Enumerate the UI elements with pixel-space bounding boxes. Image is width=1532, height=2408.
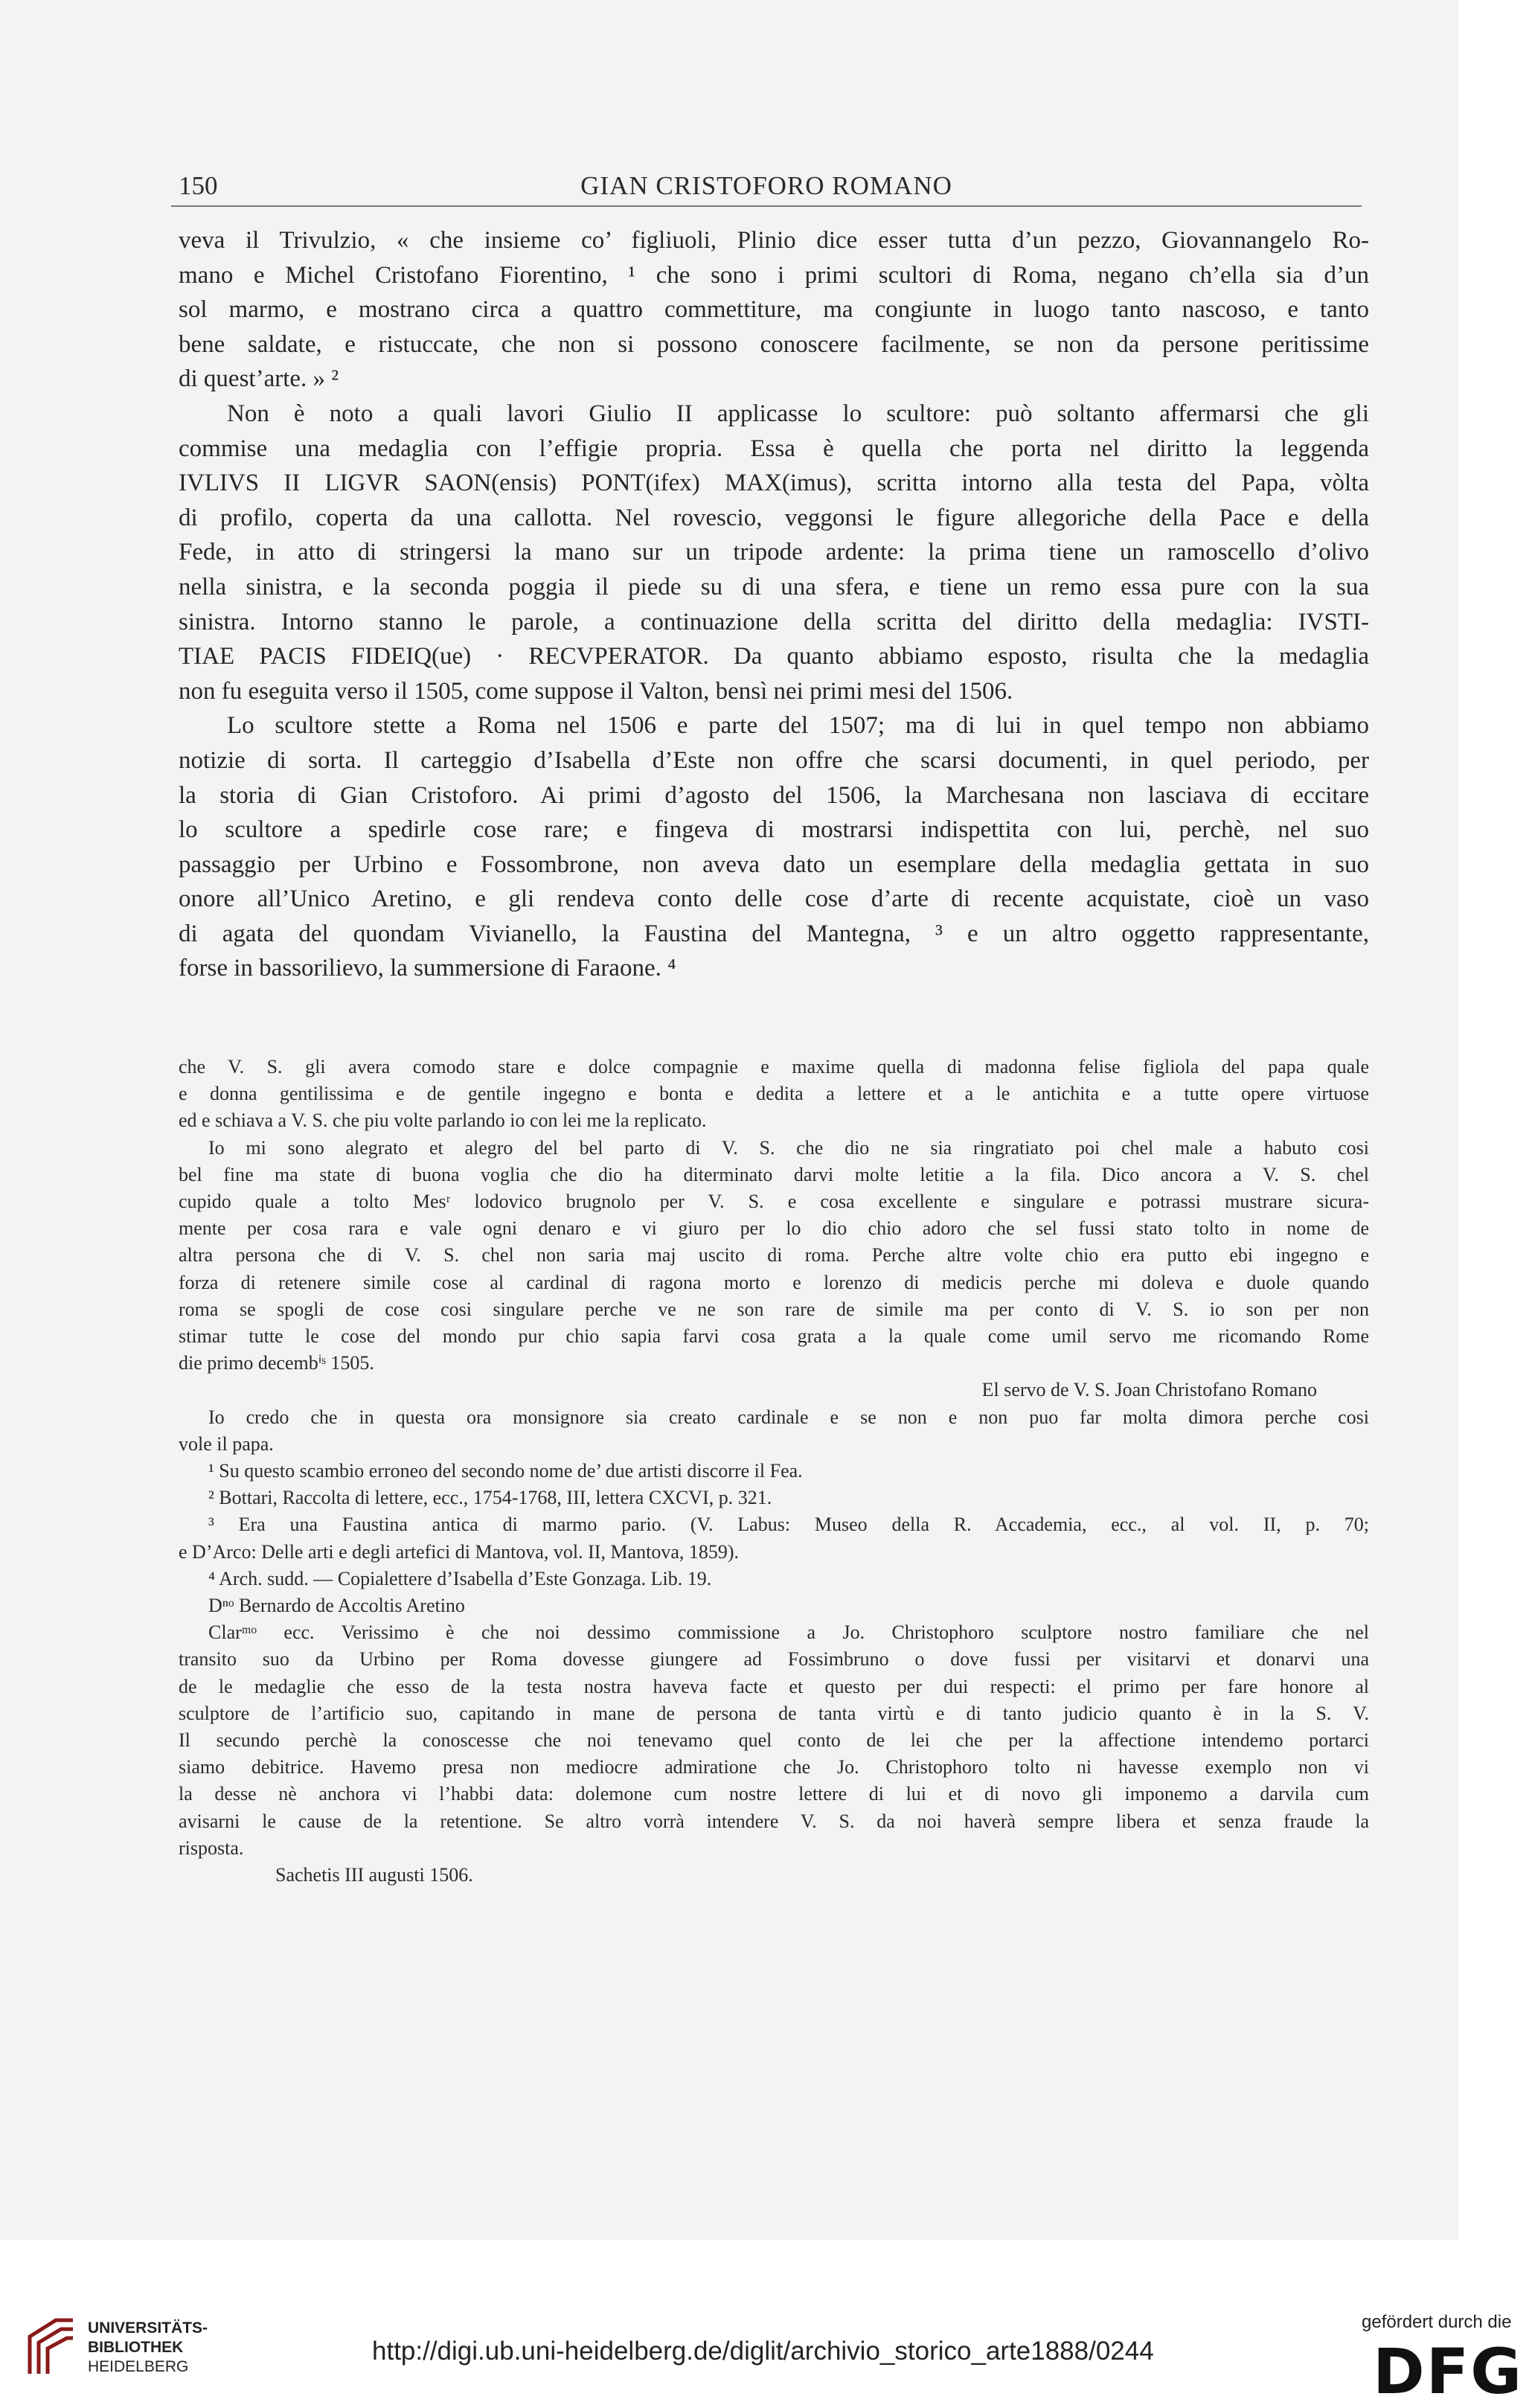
footnotes — [179, 1054, 1369, 1889]
text-line: Fede, in atto di stringersi la mano sur un tripode ardente: la prima tiene un ramoscello d’olivo — [179, 539, 1369, 566]
note-line: de le medaglie che esso de la testa nostra haveva facte et questo per dui respecti: el primo per fare honore al — [179, 1675, 1369, 1697]
note-letter-1 — [179, 1054, 1369, 1135]
main-text — [179, 223, 1369, 986]
note-line: sculptore de l’artificio suo, capitando in mane de persona de tanta virtù e di tanto judicio quanto è in la S. V. — [179, 1702, 1369, 1724]
note-line: forza di retenere simile cose al cardinal di ragona morto e lorenzo di medicis perche mi doleva e duole quando — [179, 1271, 1369, 1293]
dfg-logo: DFG — [1373, 2335, 1524, 2408]
note-line: bel fine ma state di buona voglia che dio ha diterminato darvi molte letitie a la fila. Dico ancora a V. S. chel — [179, 1163, 1369, 1185]
text-line: sinistra. Intorno stanno le parole, a continuazione della scritta del diritto della medaglia: IVSTI- — [179, 608, 1369, 635]
note-postscript — [179, 1404, 1369, 1458]
text-line: sol marmo, e mostrano circa a quattro commettiture, ma congiunte in luogo tanto nascoso, e tanto — [179, 296, 1369, 324]
letter-signature: El servo de V. S. Joan Christofano Romano — [981, 1379, 1317, 1401]
note-line: siamo debitrice. Havemo presa non mediocre admiratione che Jo. Christophoro tolto ni havesse exemplo non vi — [179, 1756, 1369, 1778]
text-line: di profilo, coperta da una callotta. Nel rovescio, veggonsi le figure allegoriche della Pace e della — [179, 504, 1369, 531]
note-line: Io credo che in questa ora monsignore sia creato cardinale e se non e non puo far molta dimora perche cosi — [208, 1406, 1369, 1428]
note-line: die primo decembⁱˢ 1505. — [179, 1352, 374, 1374]
text-line: mano e Michel Cristofano Fiorentino, ¹ che sono i primi scultori di Roma, negano ch’ella sia d’un — [179, 261, 1369, 289]
note-line: cupido quale a tolto Mesʳ lodovico brugnolo per V. S. e cosa excellente e singulare e potrassi mustrare sicura- — [179, 1191, 1369, 1213]
text-line: nella sinistra, e la seconda poggia il piede su di una sfera, e tiene un remo essa pure con la sua — [179, 573, 1369, 601]
note-line: la desse nè anchora vi l’habbi data: dolemone cum nostre lettere di lui et di novo gli imponemo a darvila cum — [179, 1783, 1369, 1805]
letter-closing: Sachetis III augusti 1506. — [275, 1864, 473, 1886]
note-line: mente per cosa rara e vale ogni denaro e vi giuro per lo dio chio adoro che sel fussi stato tolto in nome de — [179, 1217, 1369, 1240]
note-line: e donna gentilissima e de gentile ingegno e bonta e dedita a lettere et a le antichita e a tutte opere virtuose — [179, 1083, 1369, 1105]
note-line: roma se spogli de cose cosi singulare perche ve ne son rare de simile ma per conto di V. S. io son per non — [179, 1298, 1369, 1320]
header-rule — [171, 205, 1362, 207]
text-line: TIAE PACIS FIDEIQ(ue) · RECVPERATOR. Da quanto abbiamo esposto, risulta che la medaglia — [179, 643, 1369, 670]
note-line: e D’Arco: Delle arti e degli artefici di Mantova, vol. II, Mantova, 1859). — [179, 1540, 740, 1563]
text-line: onore all’Unico Aretino, e gli rendeva conto delle cose d’arte di recente acquistate, cioè un vaso — [179, 886, 1369, 913]
text-line: commise una medaglia con l’effigie propria. Essa è quella che porta nel diritto la leggenda — [179, 435, 1369, 462]
footnote-3 — [179, 1511, 1369, 1565]
note-line: ed e schiava a V. S. che piu volte parlando io con lei me la replicato. — [179, 1109, 707, 1132]
note-line: che V. S. gli avera comodo stare e dolce compagnie e maxime quella di madonna felise figliola del papa quale — [179, 1056, 1369, 1077]
footnote-2: ² Bottari, Raccolta di lettere, ecc., 1754-1768, III, lettera CXCVI, p. 321. — [208, 1487, 772, 1509]
paragraph-2 — [179, 397, 1369, 708]
note-line: risposta. — [179, 1837, 244, 1859]
text-line: IVLIVS II LIGVR SAON(ensis) PONT(ifex) MAX(imus), scritta intorno alla testa del Papa, vòlta — [179, 470, 1369, 497]
running-header — [171, 165, 1362, 202]
text-line: forse in bassorilievo, la summersione di Faraone. ⁴ — [179, 955, 676, 982]
library-line-2: BIBLIOTHEK — [88, 2339, 184, 2356]
library-line-3: HEIDELBERG — [88, 2358, 189, 2375]
text-line: la storia di Gian Cristoforo. Ai primi d’agosto del 1506, la Marchesana non lasciava di eccitare — [179, 781, 1369, 809]
footnote-1: ¹ Su questo scambio erroneo del secondo nome de’ due artisti discorre il Fea. — [208, 1460, 803, 1482]
text-line: di agata del quondam Vivianello, la Faustina del Mantegna, ³ e un altro oggetto rappresentante, — [179, 920, 1369, 947]
letter-addressee: Dⁿᵒ Bernardo de Accoltis Aretino — [208, 1595, 465, 1617]
page-number: 150 — [179, 171, 218, 200]
footer-bar — [0, 2240, 1532, 2408]
note-line: Clarᵐᵒ ecc. Verissimo è che noi dessimo commissione a Jo. Christophoro sculptore nostro familiare che nel — [208, 1621, 1369, 1644]
note-line: transito suo da Urbino per Roma dovesse giungere ad Fossimbruno o dove fussi per visitarvi et donarvi una — [179, 1648, 1369, 1671]
text-line: veva il Trivulzio, « che insieme co’ figliuoli, Plinio dice esser tutta d’un pezzo, Giovannangelo Ro- — [179, 227, 1369, 254]
note-letter-2 — [179, 1135, 1369, 1377]
paragraph-1 — [179, 223, 1369, 397]
note-line: Il secundo perchè la conoscesse che noi tenevamo quel conto de lei che per la affectione intendemo portarci — [179, 1729, 1369, 1752]
text-line: notizie di sorta. Il carteggio d’Isabella d’Este non offre che scarsi documenti, in quel periodo, per — [179, 746, 1369, 774]
text-line: di quest’arte. » ² — [179, 365, 339, 393]
funding-note: gefördert durch die — [1362, 2312, 1512, 2332]
text-line: Lo scultore stette a Roma nel 1506 e parte del 1507; ma di lui in quel tempo non abbiamo — [227, 712, 1369, 740]
running-title: GIAN CRISTOFORO ROMANO — [580, 171, 952, 200]
permalink-url[interactable]: http://digi.ub.uni-heidelberg.de/diglit/archivio_storico_arte1888/0244 — [372, 2337, 1154, 2366]
ub-heidelberg-logo-icon — [15, 2314, 80, 2380]
text-line: bene saldate, e ristuccate, che non si possono conoscere facilmente, se non da persone peritissime — [179, 330, 1369, 358]
text-line: lo scultore a spedirle cose rare; e fingeva di mostrarsi indispettita con lui, perchè, nel suo — [179, 816, 1369, 844]
paragraph-3 — [179, 708, 1369, 986]
note-line: ³ Era una Faustina antica di marmo pario. (V. Labus: Museo della R. Accademia, ecc., al vol. II, p. 70; — [208, 1514, 1369, 1536]
note-line: vole il papa. — [179, 1432, 274, 1455]
note-line: Io mi sono alegrato et alegro del bel parto di V. S. che dio ne sia ringratiato poi chel male a habuto cosi — [208, 1136, 1369, 1159]
letter-body — [179, 1619, 1369, 1862]
footnote-4: ⁴ Arch. sudd. — Copialettere d’Isabella d’Este Gonzaga. Lib. 19. — [208, 1567, 712, 1589]
note-line: stimar tutte le cose del mondo pur chio sapia farvi cosa grata a la quale come umil servo me ricomando Rome — [179, 1325, 1369, 1348]
note-line: altra persona che di V. S. chel non saria maj uscito di roma. Perche altre volte chio era putto ebi ingegno e — [179, 1244, 1369, 1267]
text-line: passaggio per Urbino e Fossombrone, non aveva dato un esemplare della medaglia gettata in suo — [179, 851, 1369, 878]
text-line: non fu eseguita verso il 1505, come suppose il Valton, bensì nei primi mesi del 1506. — [179, 677, 1013, 705]
text-line: Non è noto a quali lavori Giulio II applicasse lo scultore: può soltanto affermarsi che gli — [227, 400, 1369, 427]
library-name — [88, 2319, 208, 2377]
library-line-1: UNIVERSITÄTS- — [88, 2319, 208, 2337]
note-line: avisarni le cause de la retentione. Se altro vorrà intendere V. S. da noi haverà sempre libera et senza fraude la — [179, 1810, 1369, 1832]
